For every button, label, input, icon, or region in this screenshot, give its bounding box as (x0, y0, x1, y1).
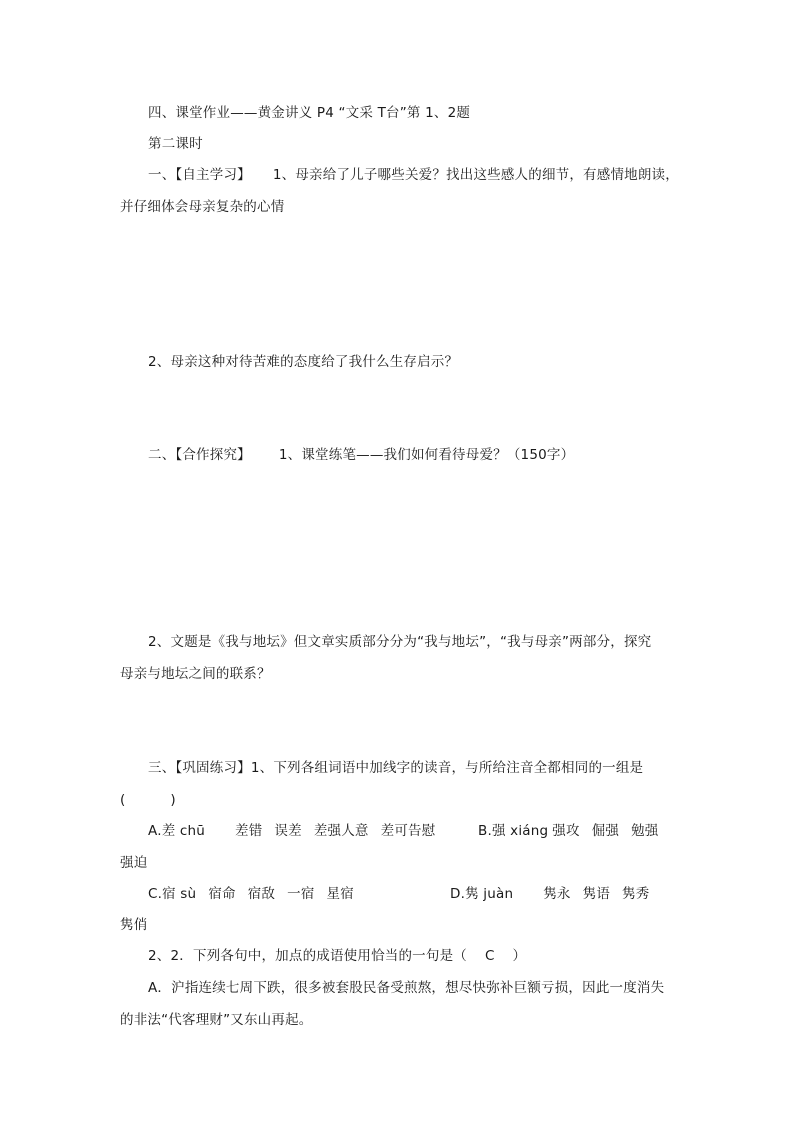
section2-question2-line1: 2、文题是《我与地坛》但文章实质部分分为“我与地坛”，“我与母亲”两部分，探究 (148, 634, 652, 650)
option-a-word: 误差 (274, 823, 302, 839)
section3-question1-line (148, 758, 643, 778)
question2-option-a-line1: A．沪指连续七周下跌，很多被套股民备受煎熬，想尽快弥补巨额亏损，因此一度消失 (148, 980, 665, 996)
option-d-label: D.隽 juàn (450, 886, 514, 902)
option-c-word: 一宿 (287, 886, 315, 902)
section2-heading: 二、【合作探究】 (148, 447, 251, 463)
option-d-line (450, 884, 649, 904)
option-d-continuation: 隽俏 (120, 917, 148, 933)
option-a-word: 差错 (235, 823, 263, 839)
section1-question1-line2: 并仔细体会母亲复杂的心情 (120, 199, 285, 215)
second-lesson-heading: 第二课时 (148, 136, 203, 152)
section3-heading: 三、【巩固练习】 (148, 760, 251, 776)
option-c-word: 星宿 (326, 886, 354, 902)
section2-question1-text: 1、课堂练笔——我们如何看待母爱？（150字） (278, 447, 575, 463)
section3-question1-text: 1、下列各组词语中加线字的读音，与所给注音全都相同的一组是 (250, 760, 644, 776)
option-d-word: 隽永 (543, 886, 571, 902)
question2-option-a-line2: 的非法“代客理财”又东山再起。 (120, 1012, 313, 1028)
section1-question1-text: 1、母亲给了儿子哪些关爱？找出这些感人的细节，有感情地朗读， (272, 167, 679, 183)
option-b-word: 强攻 (552, 823, 580, 839)
option-c-word: 宿敌 (247, 886, 276, 902)
section1-heading: 一、【自主学习】 (148, 167, 251, 183)
option-c-label: C.宿 sù (148, 886, 197, 902)
option-a-word: 差可告慰 (380, 823, 436, 839)
option-a-word: 差强人意 (313, 823, 369, 839)
option-d-word: 隽秀 (622, 886, 650, 902)
homework-line: 四、课堂作业——黄金讲义 P4 “文采 T台”第 1、2题 (148, 105, 471, 121)
section1-question2: 2、母亲这种对待苦难的态度给了我什么生存启示？ (148, 354, 459, 370)
option-b-continuation: 强迫 (120, 855, 148, 871)
option-c-line (148, 884, 354, 904)
section3-question2: 2、2．下列各句中，加点的成语使用恰当的一句是（ C ） (148, 948, 527, 964)
answer-parentheses: ( ) (120, 792, 176, 808)
option-c-word: 宿命 (208, 886, 236, 902)
option-a-line (148, 821, 435, 841)
option-a-label: A.差 chū (148, 823, 206, 839)
option-b-word: 倔强 (591, 823, 620, 839)
section2-question2-line2: 母亲与地坛之间的联系？ (120, 666, 271, 682)
option-d-word: 隽语 (582, 886, 611, 902)
option-b-label: B.强 xiáng (478, 823, 549, 839)
option-b-line (478, 821, 659, 841)
option-b-word: 勉强 (631, 823, 659, 839)
section2-question1-line (148, 445, 574, 465)
section1-question1-line1 (148, 165, 679, 185)
